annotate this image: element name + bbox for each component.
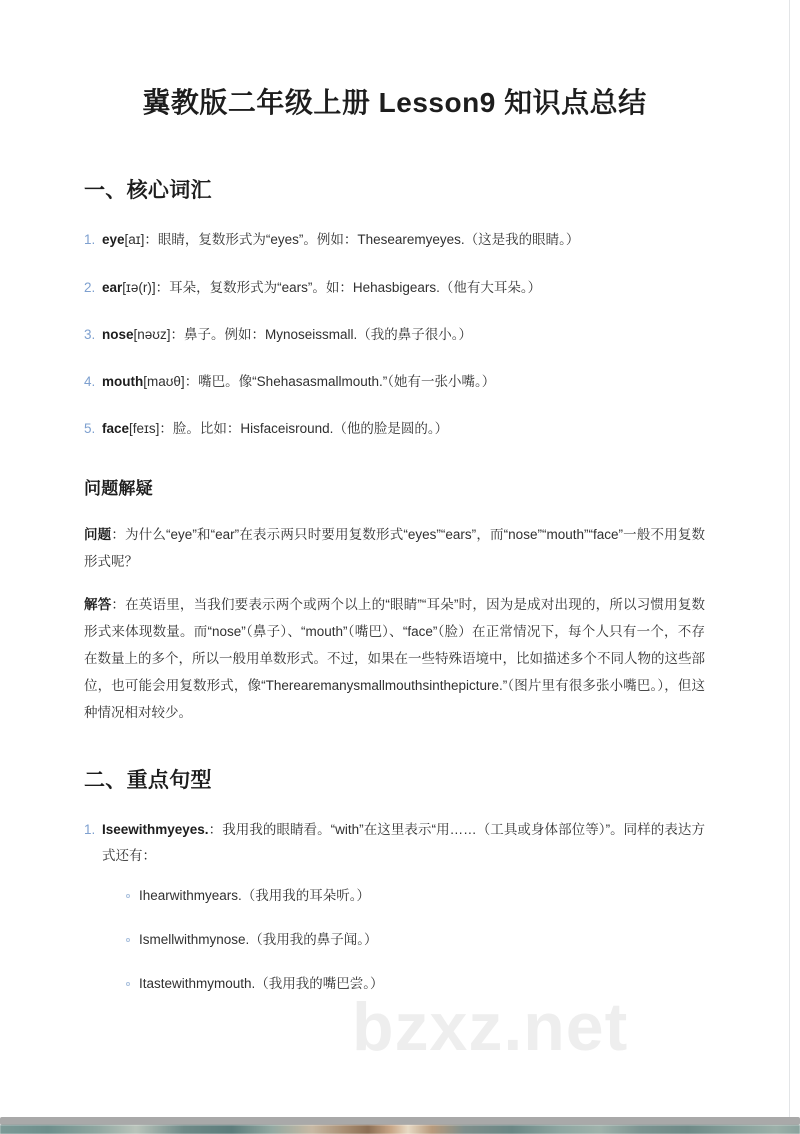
vocabulary-term: eye (102, 232, 125, 248)
qa-question-label: 问题 (84, 526, 112, 542)
qa-answer-text: ：在英语里，当我们要表示两个或两个以上的“眼睛”“耳朵”时，因为是成对出现的，所以习惯用复数形式来体现数量。而“nose”（鼻子）、“mouth”（嘴巴）、“face”（脸）在正常情况下，每个人只有一个，不存在数量上的多个，所以一般用单数形式。不过，如果在一些特殊语境中，比如描述多个不同人物的这些部位，也可能会用复数形式，像“Therearemanysmallmouthsinthepicture.”（图片里有很多张小嘴巴。），但这种情况相对较少。 (84, 596, 706, 720)
list-item (84, 416, 705, 442)
vocabulary-term: mouth (102, 374, 144, 390)
vocabulary-term: nose (102, 326, 134, 342)
qa-answer-label: 解答 (84, 596, 112, 612)
vocabulary-term: ear (102, 279, 123, 295)
qa-question-text: ：为什么“eye”和“ear”在表示两只时要用复数形式“eyes”“ears”，而“nose”“mouth”“face”一般不用复数形式呢？ (84, 526, 706, 569)
sentence-pattern: Iseewithmyeyes. (102, 821, 209, 837)
vocabulary-ipa: [nəʊz] (133, 326, 171, 342)
sentence-example-list (102, 884, 705, 997)
list-item (84, 817, 705, 997)
sentence-pattern-list (84, 817, 705, 997)
vocabulary-ipa: [aɪ] (124, 232, 145, 248)
section-heading-core-vocabulary: 一、核心词汇 (84, 178, 212, 202)
vocabulary-definition: ：脸。比如：Hisfaceisround.（他的脸是圆的。） (159, 421, 449, 437)
qa-answer (84, 591, 705, 726)
vocabulary-term: face (102, 421, 130, 437)
list-item: Ismellwithmynose.（我用我的鼻子闻。） (126, 928, 705, 953)
list-item (84, 322, 705, 348)
list-item: Ihearwithmyears.（我用我的耳朵听。） (126, 884, 705, 909)
sentence-explanation: ：我用我的眼睛看。“with”在这里表示“用……（工具或身体部位等）”。同样的表达方式还有： (102, 821, 705, 864)
site-watermark: bzxz.net (352, 989, 629, 1065)
page-title: 冀教版二年级上册 Lesson9 知识点总结 (142, 87, 647, 118)
list-item (84, 275, 705, 301)
qa-question (84, 521, 705, 575)
section-heading-key-sentences: 二、重点句型 (84, 768, 212, 792)
vocabulary-definition: ：耳朵，复数形式为“ears”。如：Hehasbigears.（他有大耳朵。） (155, 279, 542, 295)
list-item (84, 227, 705, 253)
section-heading-qa: 问题解疑 (84, 478, 153, 498)
vocabulary-ipa: [feɪs] (129, 421, 160, 437)
vocabulary-list (84, 227, 705, 443)
vocabulary-definition: ：眼睛，复数形式为“eyes”。例如：Thesearemyeyes.（这是我的眼睛。） (144, 232, 580, 248)
list-item: Itastewithmymouth.（我用我的嘴巴尝。） (126, 972, 705, 997)
vocabulary-ipa: [maʊθ] (143, 374, 185, 390)
next-page-preview-strip (0, 1125, 800, 1134)
list-item (84, 369, 705, 395)
page-separator-bar (0, 1117, 800, 1125)
vocabulary-definition: ：嘴巴。像“Shehasasmallmouth.”（她有一张小嘴。） (184, 374, 496, 390)
vocabulary-ipa: [ɪə(r)] (122, 279, 156, 295)
vocabulary-definition: ：鼻子。例如：Mynoseissmall.（我的鼻子很小。） (170, 326, 472, 342)
